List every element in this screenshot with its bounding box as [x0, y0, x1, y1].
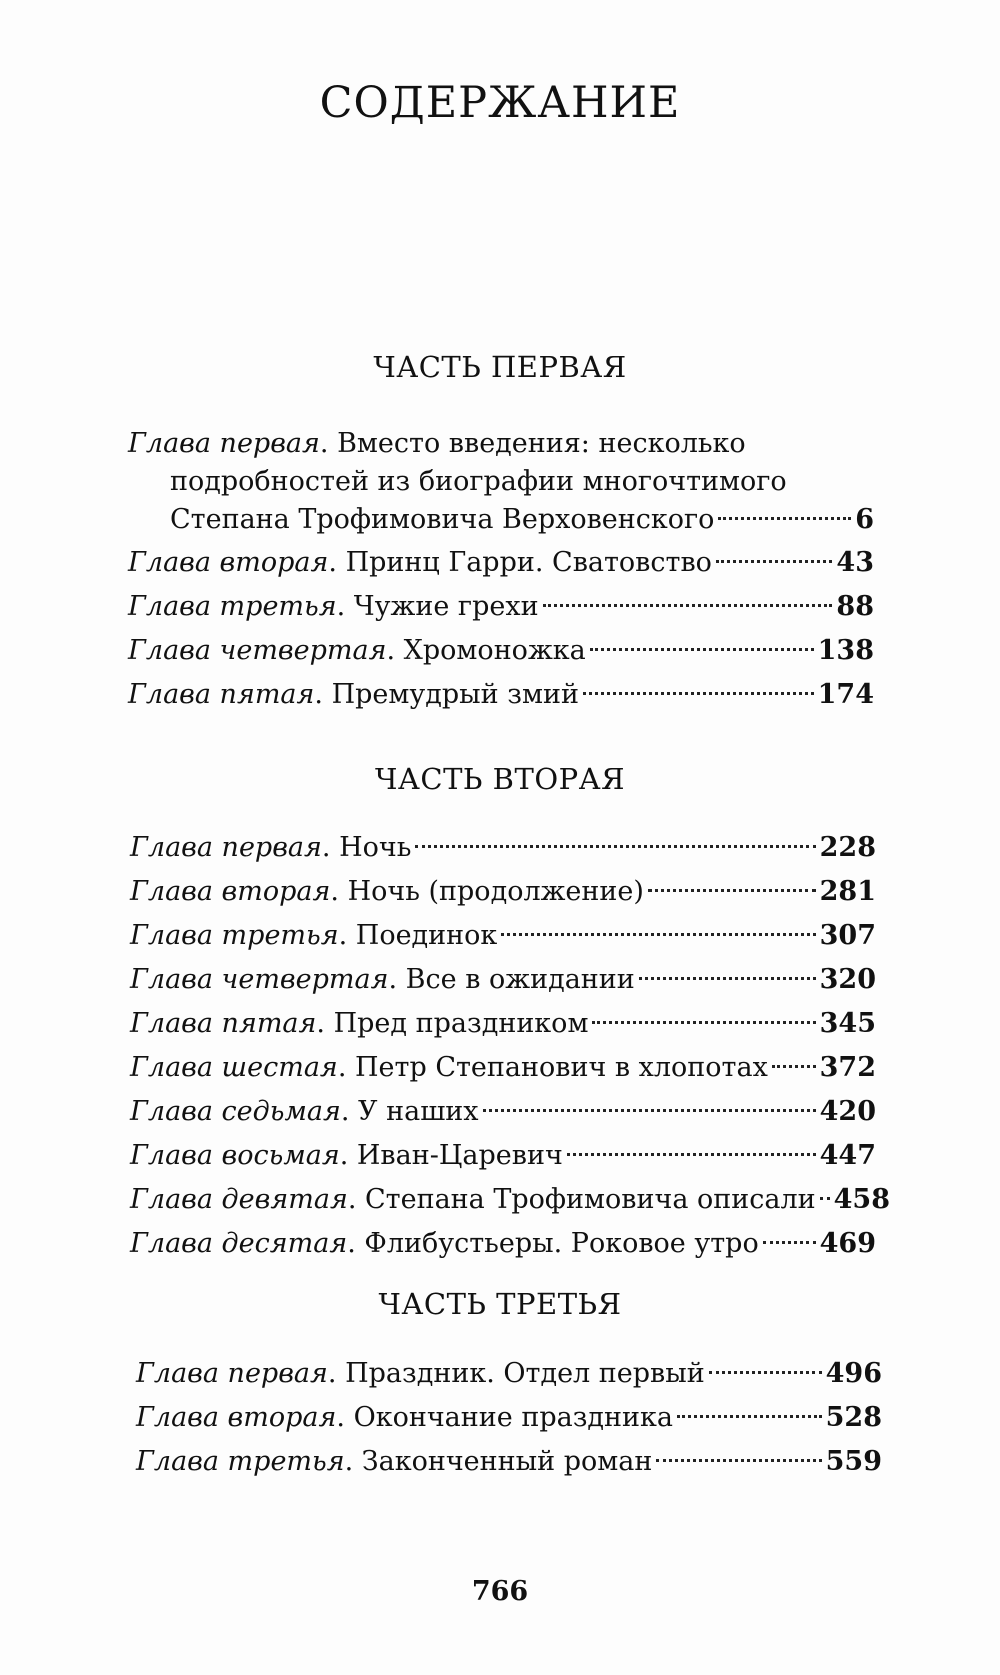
leader-dots — [639, 977, 816, 980]
toc-entry: Глава третья . Законченный роман 559 — [0, 1440, 1000, 1484]
toc-entry: Глава четвертая . Хромоножка 138 — [0, 629, 1000, 673]
page-number: 307 — [819, 920, 876, 951]
chapter-title: Все в ожидании — [405, 964, 635, 995]
toc-entry: Глава вторая . Ночь (продолжение) 281 — [0, 870, 1000, 914]
toc-part-3 — [0, 1352, 1000, 1484]
toc-entry: Глава вторая . Окончание праздника 528 — [0, 1396, 1000, 1440]
toc-entry: Глава четвертая . Все в ожидании 320 — [0, 958, 1000, 1002]
page-number: 320 — [819, 964, 876, 995]
leader-dots — [716, 560, 833, 563]
chapter-title-line: Степана Трофимовича Верховенского — [170, 504, 715, 535]
page-number: 496 — [825, 1358, 882, 1389]
toc-entry: Глава шестая . Петр Степанович в хлопотах 372 — [0, 1046, 1000, 1090]
page-number: 281 — [819, 876, 876, 907]
chapter-label: Глава четвертая — [130, 964, 389, 995]
chapter-title: Иван-Царевич — [356, 1140, 563, 1171]
leader-dots — [583, 692, 814, 695]
chapter-label: Глава пятая — [128, 679, 315, 710]
chapter-title: Ночь — [339, 832, 412, 863]
toc-entry: Глава третья . Чужие грехи 88 — [0, 585, 1000, 629]
part-heading-3: ЧАСТЬ ТРЕТЬЯ — [378, 1287, 622, 1321]
toc-entry: Глава первая. Вместо введения: несколько подробностей из биографии многочтимого Степана Трофимовича Верховенского 6 — [0, 425, 1000, 539]
chapter-label: Глава пятая — [130, 1008, 317, 1039]
page-number: 528 — [825, 1402, 882, 1433]
chapter-title: Ночь (продолжение) — [347, 876, 644, 907]
chapter-label: Глава третья — [130, 920, 339, 951]
page-number: 174 — [817, 679, 874, 710]
page-title: СОДЕРЖАНИЕ — [319, 78, 681, 128]
leader-dots — [772, 1065, 816, 1068]
page-number: 138 — [817, 635, 874, 666]
chapter-title: Законченный роман — [361, 1446, 653, 1477]
chapter-title: У наших — [358, 1096, 479, 1127]
chapter-title: Петр Степанович в хлопотах — [355, 1052, 768, 1083]
page-number: 420 — [819, 1096, 876, 1127]
part-heading-2: ЧАСТЬ ВТОРАЯ — [375, 762, 625, 796]
toc-entry: Глава девятая . Степана Трофимовича описали 458 — [0, 1178, 1000, 1222]
leader-dots — [567, 1153, 816, 1156]
chapter-label: Глава вторая — [136, 1402, 337, 1433]
toc-part-2 — [0, 826, 1000, 1266]
page-number: 458 — [833, 1184, 890, 1215]
leader-dots — [592, 1021, 815, 1024]
chapter-label: Глава десятая — [130, 1228, 348, 1259]
toc-entry: Глава восьмая . Иван-Царевич 447 — [0, 1134, 1000, 1178]
page-number: 469 — [819, 1228, 876, 1259]
leader-dots — [763, 1241, 816, 1244]
toc-entry: Глава первая . Праздник. Отдел первый 496 — [0, 1352, 1000, 1396]
chapter-title: Праздник. Отдел первый — [345, 1358, 705, 1389]
chapter-label: Глава шестая — [130, 1052, 338, 1083]
chapter-title: Поединок — [355, 920, 498, 951]
leader-dots — [709, 1371, 822, 1374]
leader-dots — [590, 648, 814, 651]
chapter-title: Пред праздником — [333, 1008, 589, 1039]
chapter-label: Глава первая — [130, 832, 322, 863]
chapter-label: Глава первая — [136, 1358, 328, 1389]
leader-dots — [415, 845, 815, 848]
toc-entry: Глава первая . Ночь 228 — [0, 826, 1000, 870]
toc-entry: Глава пятая . Пред праздником 345 — [0, 1002, 1000, 1046]
chapter-label: Глава вторая — [130, 876, 331, 907]
page-number: 372 — [819, 1052, 876, 1083]
page-number: 43 — [836, 547, 874, 578]
chapter-label: Глава седьмая — [130, 1096, 341, 1127]
chapter-label: Глава первая — [128, 428, 320, 459]
leader-dots — [648, 889, 816, 892]
chapter-title: Чужие грехи — [353, 591, 539, 622]
toc-entry: Глава седьмая . У наших 420 — [0, 1090, 1000, 1134]
leader-dots — [483, 1109, 816, 1112]
toc-entry: Глава пятая . Премудрый змий 174 — [0, 673, 1000, 717]
toc-entry: Глава вторая . Принц Гарри. Сватовство 43 — [0, 541, 1000, 585]
chapter-title: Хромоножка — [403, 635, 586, 666]
chapter-label: Глава восьмая — [130, 1140, 340, 1171]
chapter-label: Глава вторая — [128, 547, 329, 578]
leader-dots — [543, 604, 833, 607]
part-heading-1: ЧАСТЬ ПЕРВАЯ — [373, 350, 627, 384]
chapter-label: Глава третья — [136, 1446, 345, 1477]
page-number: 6 — [855, 504, 874, 535]
leader-dots — [501, 933, 815, 936]
chapter-title: Степана Трофимовича описали — [365, 1184, 816, 1215]
page-number: 345 — [819, 1008, 876, 1039]
leader-dots — [656, 1459, 821, 1462]
chapter-label: Глава четвертая — [128, 635, 387, 666]
page-number: 88 — [836, 591, 874, 622]
page-footer-number: 766 — [471, 1576, 529, 1607]
leader-dots — [677, 1415, 822, 1418]
chapter-title: Окончание праздника — [353, 1402, 674, 1433]
chapter-title: Флибустьеры. Роковое утро — [364, 1228, 759, 1259]
chapter-title-line: Вместо введения: несколько — [337, 428, 746, 459]
page-number: 228 — [819, 832, 876, 863]
toc-entry: Глава десятая . Флибустьеры. Роковое утро 469 — [0, 1222, 1000, 1266]
leader-dots — [718, 517, 851, 520]
toc-entry: Глава третья . Поединок 307 — [0, 914, 1000, 958]
chapter-title-line: подробностей из биографии многочтимого — [170, 466, 787, 497]
toc-part-1 — [0, 425, 1000, 717]
chapter-title: Премудрый змий — [331, 679, 579, 710]
leader-dots — [820, 1197, 830, 1200]
page-number: 559 — [825, 1446, 882, 1477]
page-number: 447 — [819, 1140, 876, 1171]
chapter-label: Глава девятая — [130, 1184, 348, 1215]
chapter-title: Принц Гарри. Сватовство — [345, 547, 712, 578]
chapter-label: Глава третья — [128, 591, 337, 622]
